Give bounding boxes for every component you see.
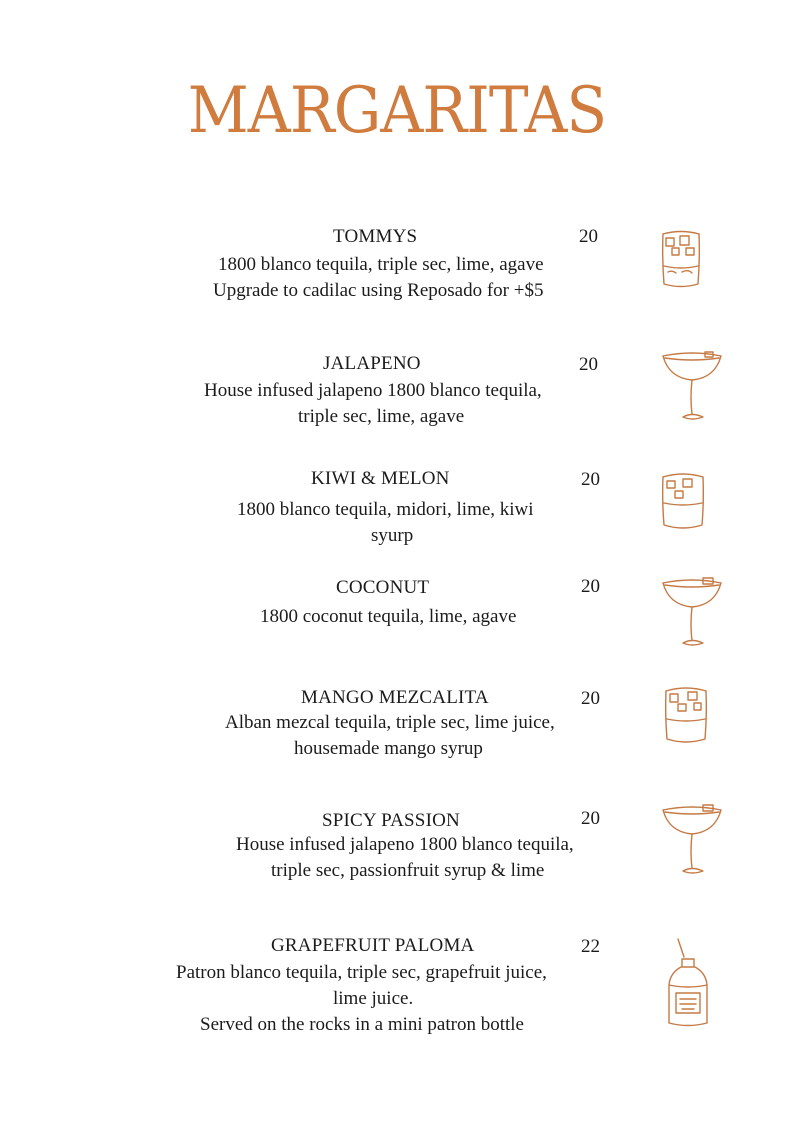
- item-description: triple sec, passionfruit syrup & lime: [271, 860, 545, 881]
- item-name: MANGO MEZCALITA: [301, 687, 489, 708]
- item-description: Served on the rocks in a mini patron bottle: [200, 1014, 524, 1035]
- menu-title: MARGARITAS: [187, 74, 607, 148]
- item-price: 20: [581, 576, 600, 597]
- item-description: Upgrade to cadilac using Reposado for +$5: [213, 280, 544, 301]
- rocks-glass-icon: [659, 469, 707, 531]
- coupe-glass-icon: [661, 575, 723, 649]
- item-name: GRAPEFRUIT PALOMA: [271, 935, 475, 956]
- item-description: triple sec, lime, agave: [298, 406, 465, 427]
- item-name: JALAPENO: [323, 353, 421, 374]
- item-description: housemade mango syrup: [294, 738, 483, 759]
- item-description: 1800 blanco tequila, triple sec, lime, agave: [218, 254, 544, 275]
- item-description: House infused jalapeno 1800 blanco tequila,: [204, 380, 542, 401]
- item-price: 20: [581, 469, 600, 490]
- coupe-glass-icon: [661, 802, 723, 876]
- item-description: Alban mezcal tequila, triple sec, lime juice,: [225, 712, 555, 733]
- item-price: 20: [579, 354, 598, 375]
- item-description: 1800 blanco tequila, midori, lime, kiwi: [237, 499, 534, 520]
- item-name: COCONUT: [336, 577, 430, 598]
- item-description: lime juice.: [333, 988, 414, 1009]
- item-name: TOMMYS: [333, 226, 418, 247]
- rocks-glass-icon: [658, 228, 704, 290]
- rocks-glass-icon: [662, 683, 710, 745]
- item-description: 1800 coconut tequila, lime, agave: [260, 606, 517, 627]
- item-price: 22: [581, 936, 600, 957]
- item-price: 20: [579, 226, 598, 247]
- item-price: 20: [581, 808, 600, 829]
- item-description: syurp: [371, 525, 414, 546]
- item-description: Patron blanco tequila, triple sec, grapefruit juice,: [176, 962, 547, 983]
- item-description: House infused jalapeno 1800 blanco tequila,: [236, 834, 574, 855]
- coupe-glass-icon: [661, 348, 723, 422]
- item-name: KIWI & MELON: [311, 468, 450, 489]
- patron-bottle-icon: [664, 937, 712, 1029]
- item-price: 20: [581, 688, 600, 709]
- item-name: SPICY PASSION: [322, 810, 460, 831]
